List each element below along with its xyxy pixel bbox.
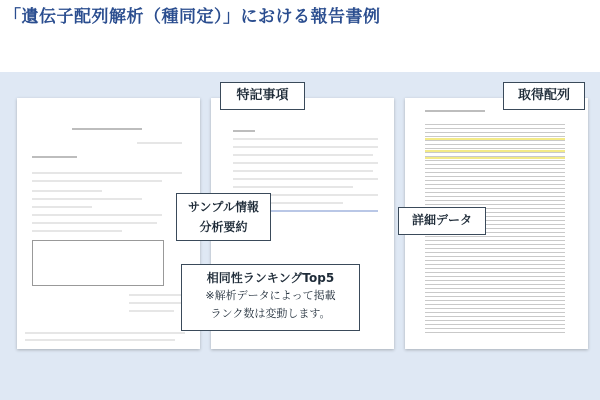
doc-line — [32, 214, 162, 216]
ranking-table — [32, 240, 164, 286]
table-row — [425, 132, 565, 133]
analysis-summary-label: 分析要約 — [199, 220, 248, 234]
table-row — [425, 240, 565, 241]
table-row — [425, 268, 565, 269]
table-row — [425, 252, 565, 253]
page-title: 「遺伝子配列解析（種同定）」における報告書例 — [4, 7, 381, 27]
doc-footnote — [25, 332, 185, 334]
table-row — [425, 264, 565, 265]
table-row — [425, 308, 565, 309]
sequence-heading — [425, 110, 485, 112]
doc-line — [129, 294, 184, 296]
notes-line — [233, 186, 353, 188]
table-row — [425, 320, 565, 321]
table-row — [425, 124, 565, 125]
doc-line — [32, 230, 122, 232]
table-row — [425, 256, 565, 257]
doc-line — [32, 222, 157, 224]
table-row — [425, 192, 565, 193]
callout-sample-info — [176, 193, 271, 241]
table-row — [425, 288, 565, 289]
table-row — [425, 156, 565, 157]
notes-line — [233, 138, 378, 140]
notes-line — [233, 162, 378, 164]
doc-heading — [72, 128, 142, 130]
doc-recipient — [32, 156, 77, 158]
note-line-2: ランク数は変動します。 — [210, 307, 331, 320]
notes-line — [233, 170, 373, 172]
table-row — [425, 304, 565, 305]
doc-line — [32, 206, 92, 208]
table-row — [425, 272, 565, 273]
table-row — [425, 292, 565, 293]
note-line-1: ※解析データによって掲載 — [205, 289, 336, 302]
table-row — [425, 204, 565, 205]
table-row — [425, 236, 565, 237]
table-row — [425, 184, 565, 185]
table-row — [425, 280, 565, 281]
notes-line — [233, 146, 378, 148]
table-row — [425, 248, 565, 249]
table-row — [425, 300, 565, 301]
doc-line — [32, 180, 162, 182]
table-row — [425, 328, 565, 329]
doc-line — [32, 198, 142, 200]
table-row — [425, 196, 565, 197]
doc-line — [32, 172, 182, 174]
table-row — [425, 316, 565, 317]
callout-acquired-sequence: 取得配列 — [503, 82, 585, 110]
doc-line — [129, 310, 174, 312]
doc-line — [129, 302, 184, 304]
sample-info-label: サンプル情報 — [188, 200, 259, 214]
table-row — [425, 172, 565, 173]
report-page-summary — [17, 98, 200, 349]
table-row — [425, 148, 565, 149]
notes-heading — [233, 130, 255, 132]
table-row — [425, 136, 565, 137]
table-row — [425, 144, 565, 145]
table-row — [425, 188, 565, 189]
table-row — [425, 332, 565, 333]
doc-date — [137, 142, 182, 144]
table-row — [425, 176, 565, 177]
table-row — [425, 244, 565, 245]
table-row — [425, 312, 565, 313]
table-row — [425, 180, 565, 181]
homology-ranking-label: 相同性ランキングTop5 — [206, 271, 335, 285]
doc-footnote — [25, 339, 175, 341]
doc-line — [32, 190, 102, 192]
callout-special-notes: 特記事項 — [220, 82, 305, 110]
table-row — [425, 168, 565, 169]
notes-line — [233, 154, 373, 156]
table-row — [425, 324, 565, 325]
notes-line — [233, 178, 378, 180]
callout-homology-ranking — [181, 264, 360, 331]
table-row — [425, 152, 565, 153]
table-row — [425, 160, 565, 161]
table-row — [425, 140, 565, 141]
table-row — [425, 296, 565, 297]
table-row — [425, 284, 565, 285]
table-row — [425, 164, 565, 165]
table-row — [425, 200, 565, 201]
table-row — [425, 276, 565, 277]
table-row — [425, 128, 565, 129]
table-row — [425, 260, 565, 261]
callout-detail-data: 詳細データ — [398, 207, 486, 235]
